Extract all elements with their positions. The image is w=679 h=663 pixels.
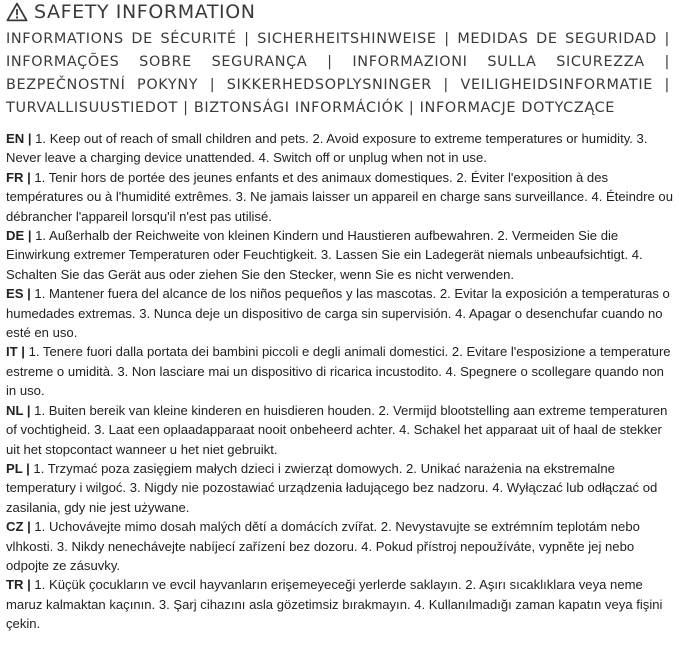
- entry-de: [6, 226, 674, 284]
- entry-text: 1. Tenir hors de portée des jeunes enfants et des animaux domestiques. 2. Éviter l'exposition à des températures ou à l'humidité extrêmes. 3. Ne jamais laisser un appareil en charge sans surveillance. 4. Éteindre ou débrancher l'appareil lorsqu'il n'est pas utilisé.: [6, 169, 673, 224]
- entry-text: 1. Buiten bereik van kleine kinderen en huisdieren houden. 2. Vermijd blootstelling aan extreme temperaturen of vochtigheid. 3. Laat een oplaadapparaat nooit onbeheerd achter. 4. Schakel het apparaat uit of haal de stekker uit het stopcontact wanneer u het niet gebruikt.: [6, 402, 668, 457]
- language-code: IT |: [6, 344, 25, 360]
- entry-text: 1. Trzymać poza zasięgiem małych dzieci i zwierząt domowych. 2. Unikać narażenia na ekstremalne temperatury i wilgoć. 3. Nigdy nie pozostawiać urządzenia ładującego bez nadzoru. 4. Wyłączać lub odłączać od zasilania, gdy nie jest używane.: [6, 460, 658, 515]
- safety-information-document: [6, 0, 674, 634]
- entry-text: 1. Keep out of reach of small children and pets. 2. Avoid exposure to extreme temperatures or humidity. 3. Never leave a charging device unattended. 4. Switch off or unplug when not in use.: [6, 131, 648, 166]
- entry-fr: [6, 168, 674, 226]
- language-code: TR |: [6, 577, 31, 593]
- entry-text: 1. Mantener fuera del alcance de los niños pequeños y las mascotas. 2. Evitar la exposición a temperaturas o humedades extremas. 3. Nunca deje un dispositivo de carga sin supervisión. 4. Apagar o desenchufar cuando no esté en uso.: [6, 286, 670, 341]
- entry-it: [6, 342, 674, 400]
- language-code: DE |: [6, 228, 32, 244]
- translated-headings: INFORMATIONS DE SÉCURITÉ | SICHERHEITSHINWEISE | MEDIDAS DE SEGURIDAD | INFORMAÇÕES SOBRE SEGURANÇA | INFORMAZIONI SULLA SICUREZZA | BEZPEČNOSTNÍ POKYNY | SIKKERHEDSOPLYSNINGER | VEILIGHEIDSINFORMATIE | TURVALLISUUSTIEDOT | BIZTONSÁGI INFORMÁCIÓK | INFORMACJE DOTYCZĄCE: [6, 31, 670, 116]
- entry-cz: [6, 517, 674, 575]
- title-row: [6, 0, 674, 24]
- language-code: FR |: [6, 169, 31, 185]
- safety-entries: [6, 129, 674, 634]
- entry-es: [6, 284, 674, 342]
- entry-text: 1. Küçük çocukların ve evcil hayvanların erişemeyeceği yerlerde saklayın. 2. Aşırı sıcaklıklara veya neme maruz kalmaktan kaçının. 3. Şarj cihazını asla gözetimsiz bırakmayın. 4. Kullanılmadığı zaman kapatın veya fişini çekin.: [6, 577, 663, 632]
- entry-en: [6, 129, 674, 168]
- language-code: ES |: [6, 286, 31, 302]
- entry-text: 1. Außerhalb der Reichweite von kleinen Kindern und Haustieren aufbewahren. 2. Vermeiden Sie die Einwirkung extremer Temperaturen oder Feuchtigkeit. 3. Lassen Sie ein Ladegerät niemals unbeaufsichtigt. 4. Schalten Sie das Gerät aus oder ziehen Sie den Stecker, wenn Sie es nicht verwenden.: [6, 228, 643, 282]
- entry-text: 1. Tenere fuori dalla portata dei bambini piccoli e degli animali domestici. 2. Evitare l'esposizione a temperature estreme o umidità. 3. Non lasciare mai un dispositivo di ricarica incustodito. 4. Spegnere o scollegare quando non in uso.: [6, 344, 671, 399]
- warning-triangle-icon: [6, 2, 28, 22]
- language-code: CZ |: [6, 519, 31, 535]
- language-code: NL |: [6, 402, 31, 418]
- entry-text: 1. Uchovávejte mimo dosah malých dětí a domácích zvířat. 2. Nevystavujte se extrémním teplotám nebo vlhkosti. 3. Nikdy nenechávejte nabíjecí zařízení bez dozoru. 4. Pokud přístroj nepoužíváte, vypněte jej nebo odpojte ze zásuvky.: [6, 519, 640, 573]
- entry-pl: [6, 459, 674, 517]
- language-code: EN |: [6, 131, 32, 146]
- entry-nl: [6, 401, 674, 459]
- page-title: SAFETY INFORMATION: [34, 1, 256, 23]
- language-code: PL |: [6, 460, 30, 476]
- entry-tr: [6, 575, 674, 633]
